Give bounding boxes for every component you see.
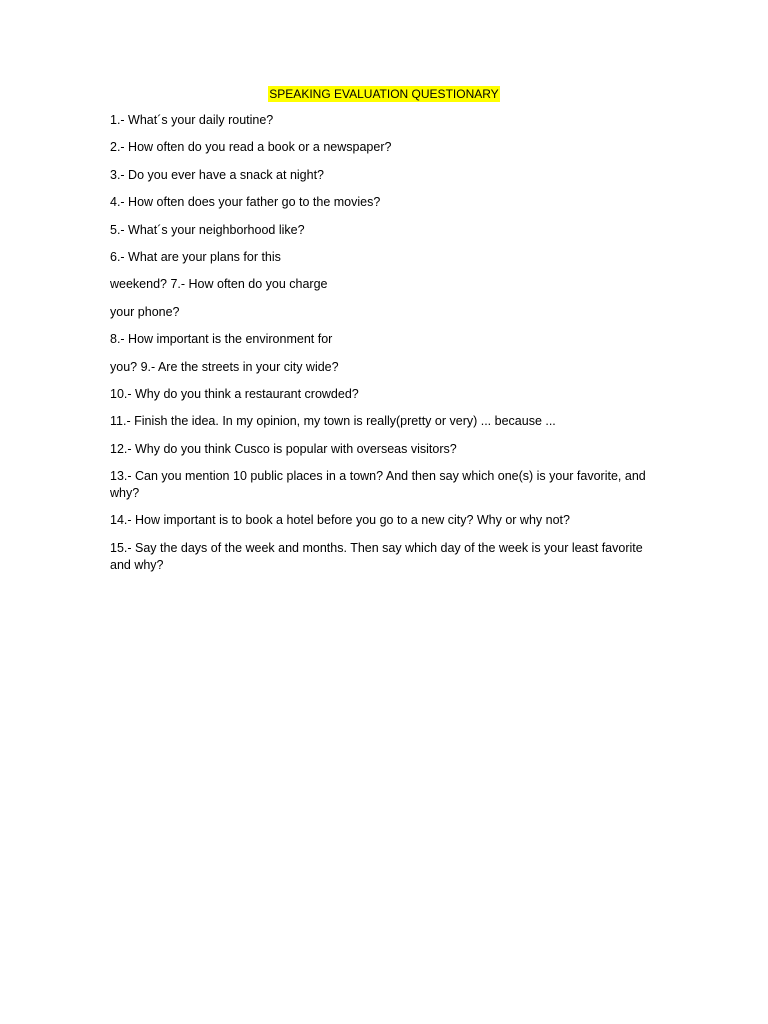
question-line: 6.- What are your plans for this (110, 249, 281, 264)
question-list (110, 112, 655, 584)
question-line: weekend? 7.- How often do you charge (110, 277, 328, 292)
question-line: 15.- Say the days of the week and months. Then say which day of the week is your least favorite and why? (110, 540, 643, 572)
title-container (0, 85, 768, 103)
question-line: 12.- Why do you think Cusco is popular with overseas visitors? (110, 441, 457, 456)
question-line: 11.- Finish the idea. In my opinion, my town is really(pretty or very) ... because ... (110, 414, 556, 429)
question-line: 10.- Why do you think a restaurant crowded? (110, 386, 359, 401)
question-line: you? 9.- Are the streets in your city wide? (110, 359, 339, 374)
question-line: 2.- How often do you read a book or a newspaper? (110, 140, 392, 155)
question-line: your phone? (110, 304, 180, 319)
question-line: 8.- How important is the environment for (110, 332, 333, 347)
question-line: 4.- How often does your father go to the movies? (110, 195, 381, 210)
question-line: 3.- Do you ever have a snack at night? (110, 167, 325, 182)
question-line: 1.- What´s your daily routine? (110, 113, 274, 127)
document-title: SPEAKING EVALUATION QUESTIONARY (269, 87, 499, 101)
question-line: 5.- What´s your neighborhood like? (110, 222, 305, 237)
question-line: 14.- How important is to book a hotel before you go to a new city? Why or why not? (110, 513, 570, 528)
question-line: 13.- Can you mention 10 public places in a town? And then say which one(s) is your favorite, and why? (110, 469, 646, 501)
